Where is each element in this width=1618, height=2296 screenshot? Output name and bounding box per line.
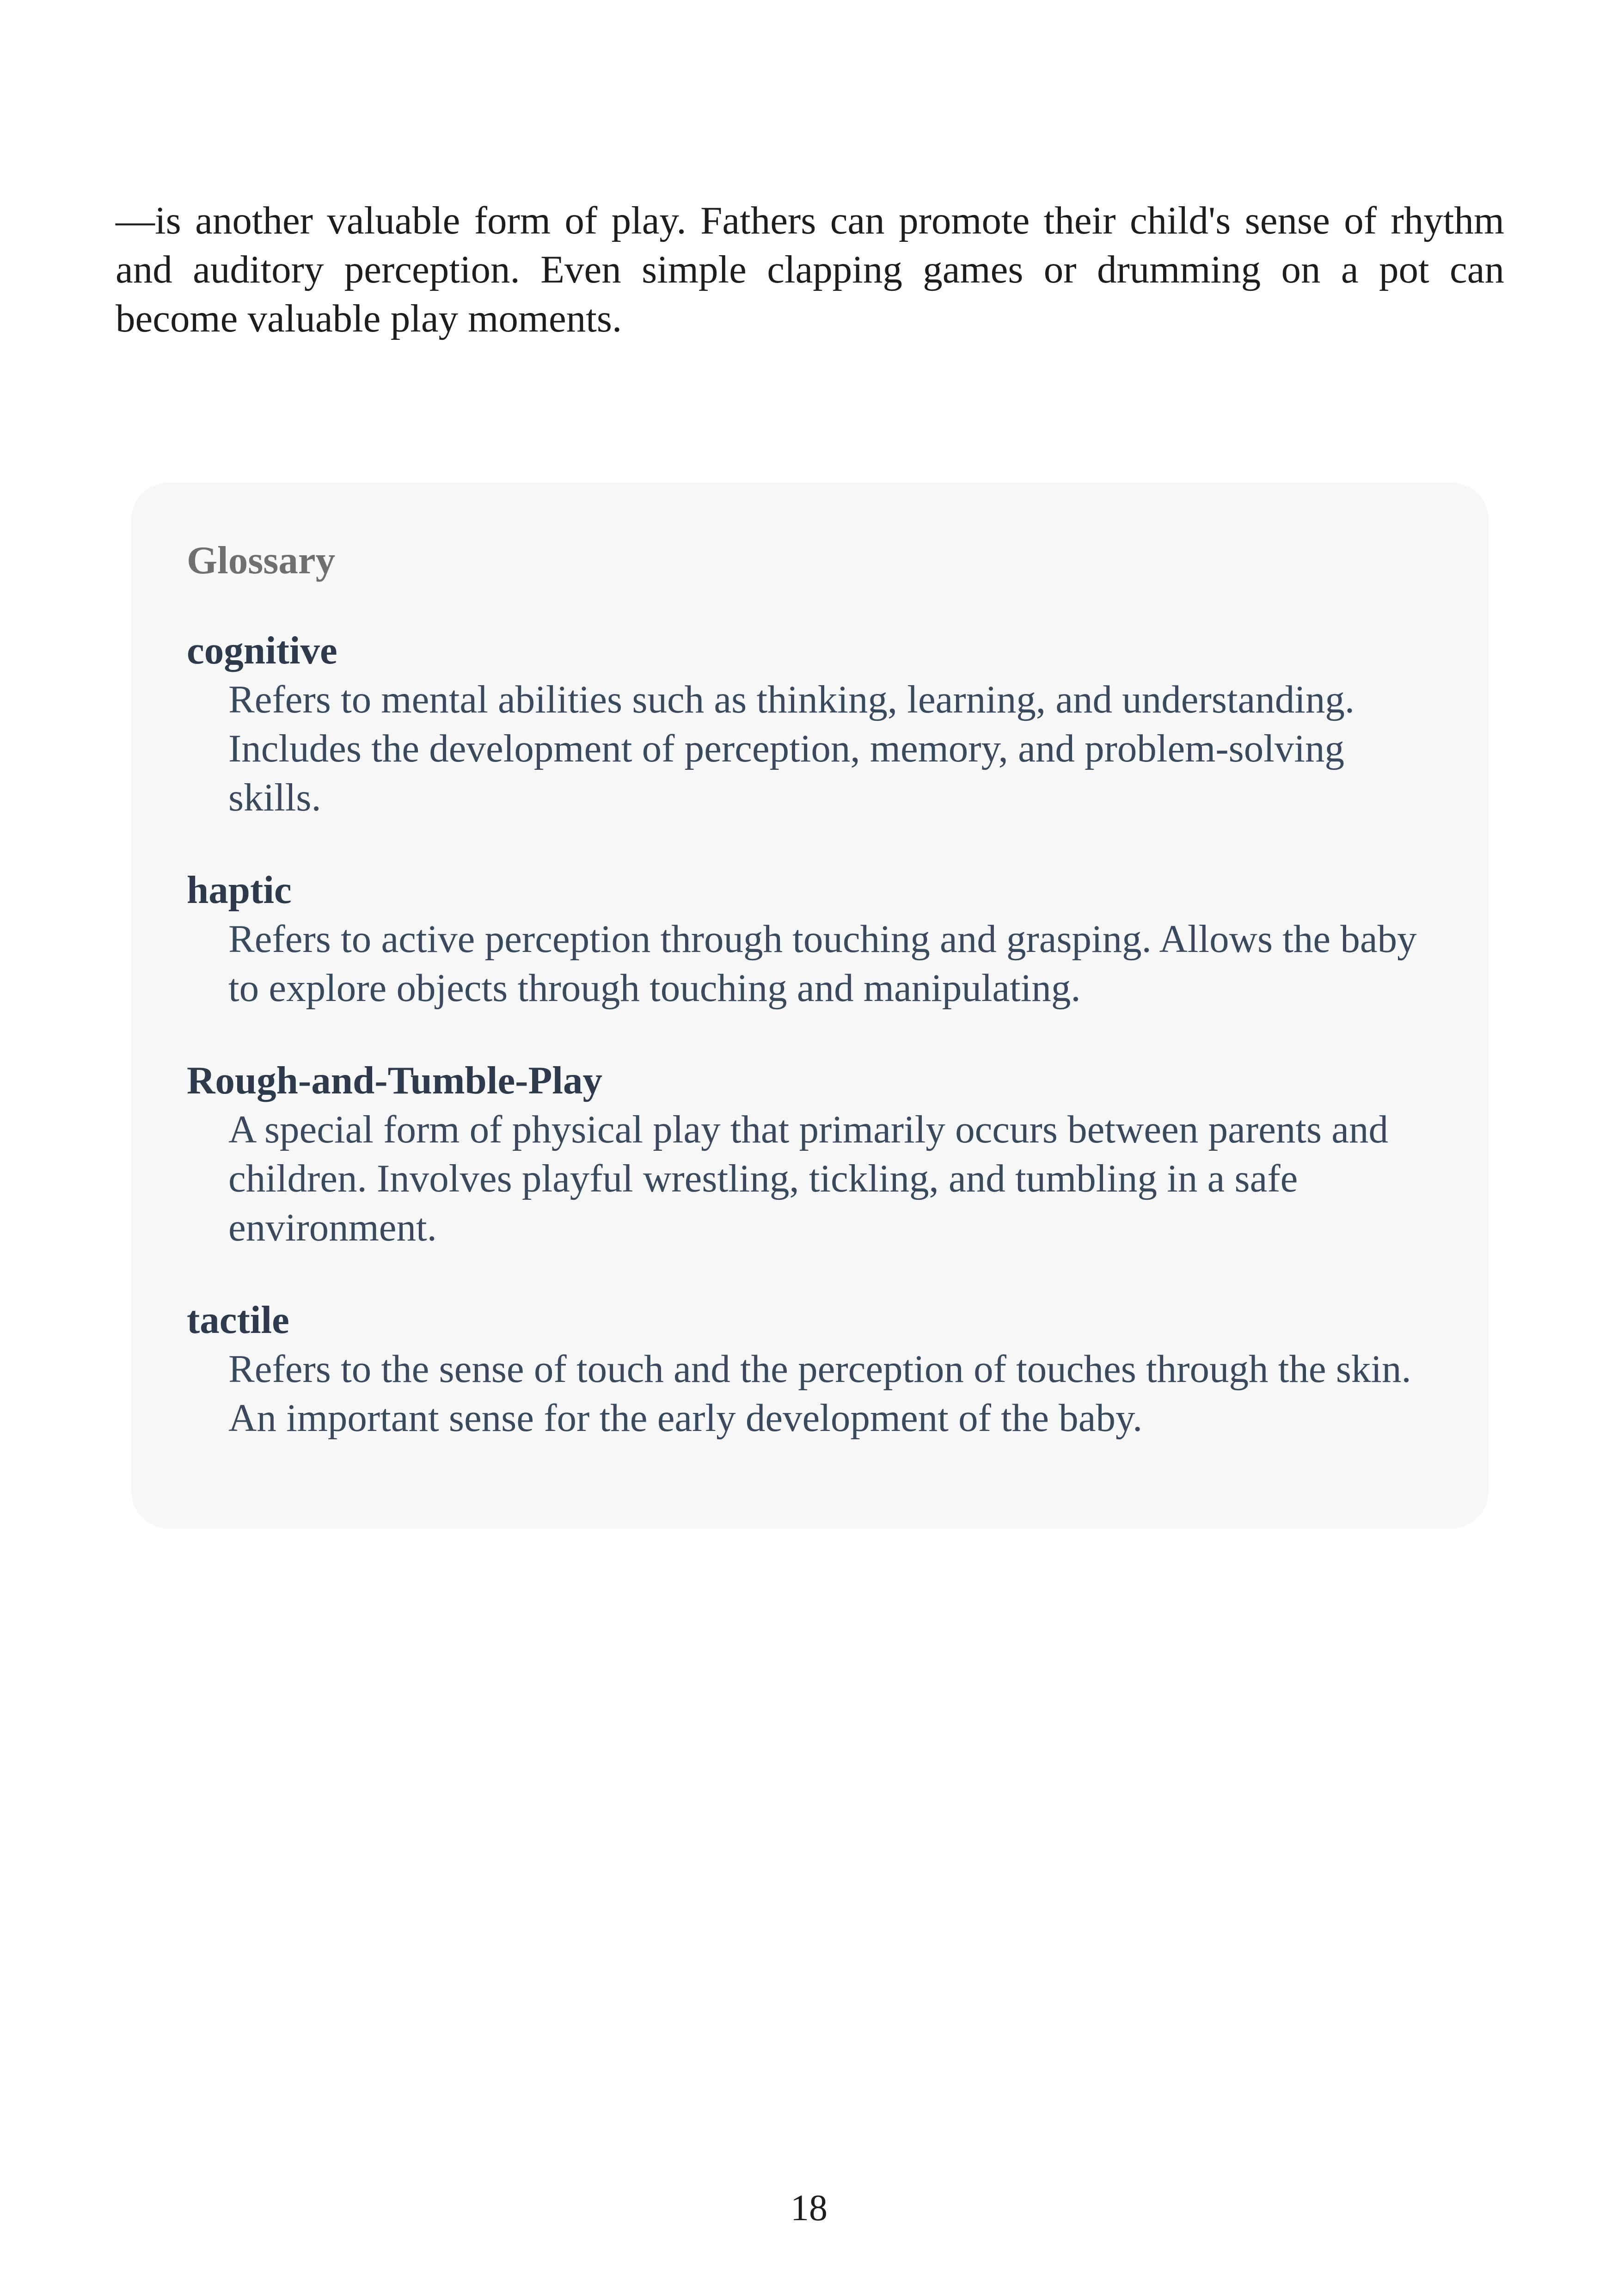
intro-paragraph: —is another valuable form of play. Fathers can promote their child's sense of rhythm and auditory perception. Even simple clapping games or drumming on a pot can become valuable play moments. <box>116 199 1504 340</box>
glossary-definition: A special form of physical play that primarily occurs between parents and children. Involves playful wrestling, tickling, and tumbling in a safe environment. <box>228 1108 1389 1249</box>
page-number: 18 <box>791 2188 827 2228</box>
glossary-term: Rough-and-Tumble-Play <box>187 1059 603 1102</box>
glossary-title: Glossary <box>187 539 336 582</box>
glossary-definition: Refers to mental abilities such as thinking, learning, and understanding. Includes the development of perception, memory, and problem-solving skills. <box>228 678 1355 819</box>
glossary-definition: Refers to active perception through touching and grasping. Allows the baby to explore objects through touching and manipulating. <box>228 917 1417 1010</box>
glossary-term: cognitive <box>187 629 337 672</box>
glossary-term: tactile <box>187 1298 289 1342</box>
glossary-list <box>187 626 1489 1443</box>
glossary-definition: Refers to the sense of touch and the perception of touches through the skin. An important sense for the early development of the baby. <box>228 1347 1411 1440</box>
glossary-box <box>131 483 1489 1529</box>
glossary-term: haptic <box>187 868 292 912</box>
